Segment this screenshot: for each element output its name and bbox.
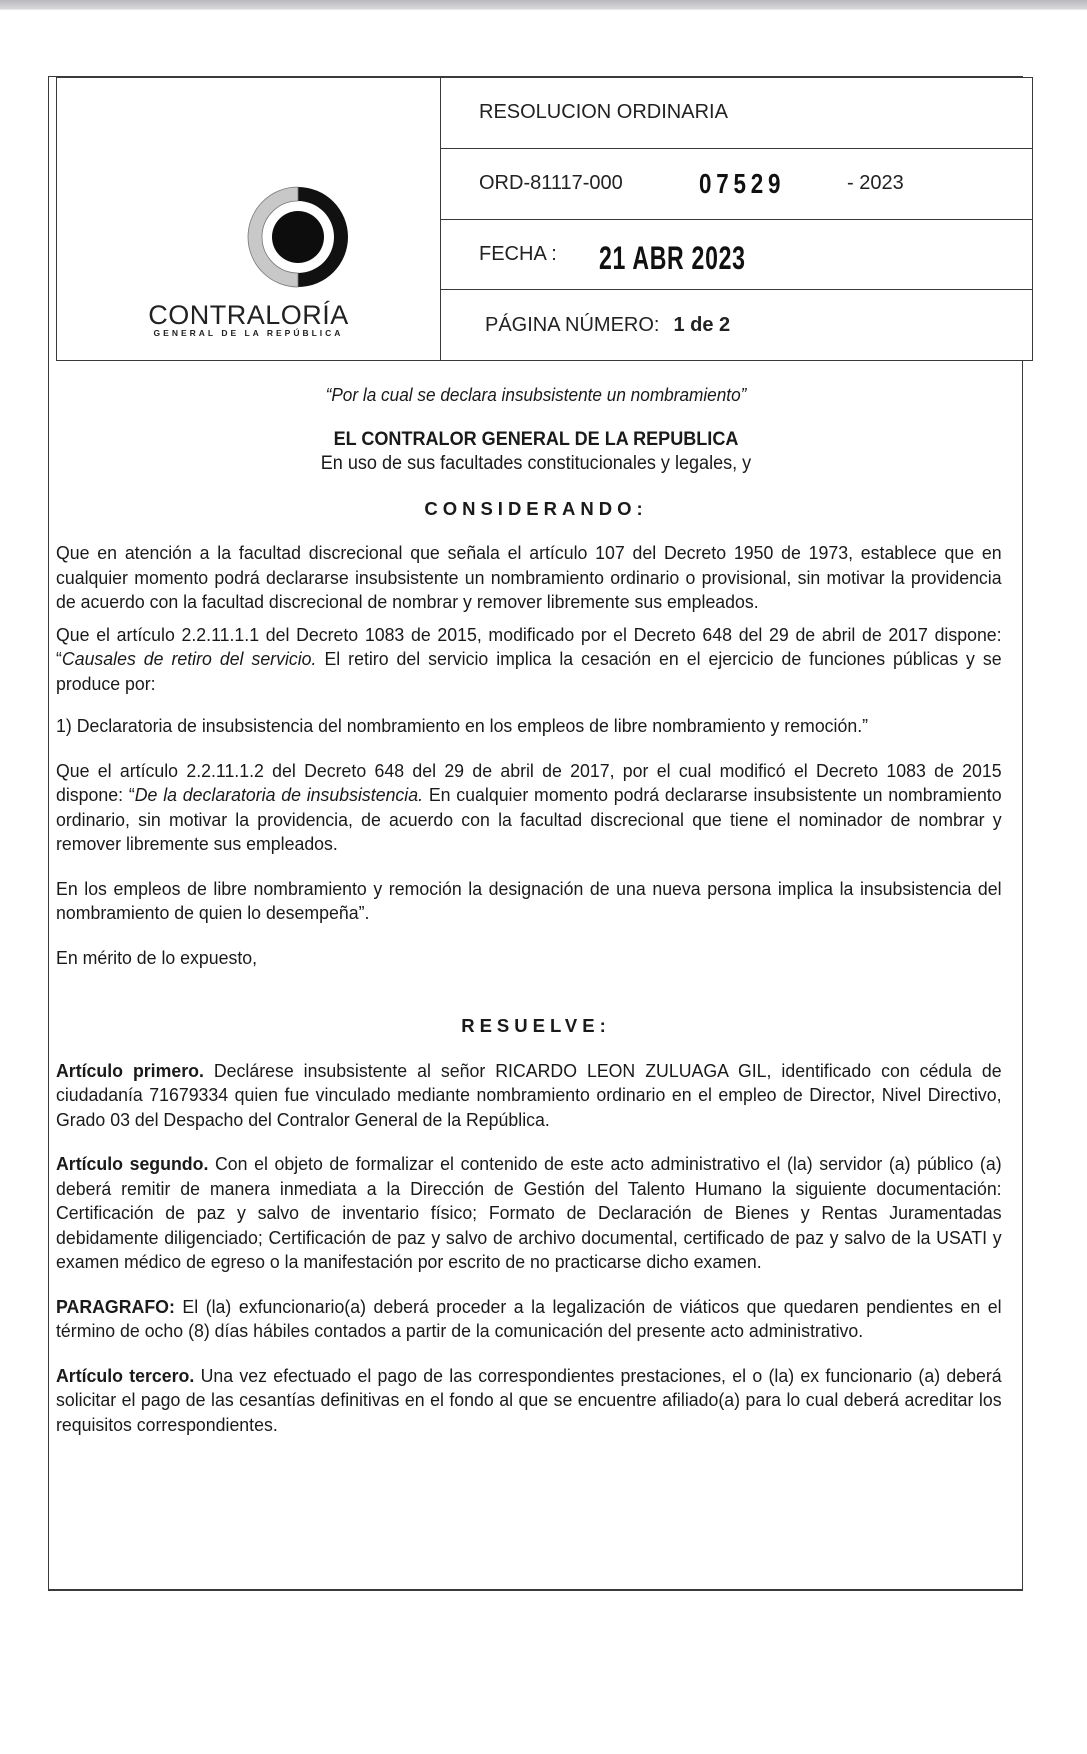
doc-number-row [441, 149, 1032, 220]
viewer-top-bar [0, 0, 1087, 10]
page-number-row [441, 290, 1032, 360]
considerando-paragraph-1: Que en atención a la facultad discrecional que señala el artículo 107 del Decreto 1950 de 1973, establece que en cualquier momento podrá declararse insubsistente un nombramiento ordinario o provisional, sin motivar la providencia de acuerdo con la facultad discrecional de nombrar y remover libremente sus empleados. [56, 543, 1002, 612]
authority-title: EL CONTRALOR GENERAL DE LA REPUBLICA [333, 428, 739, 450]
considerando-paragraph-6: En mérito de lo expuesto, [56, 947, 258, 968]
header-info [441, 78, 1032, 360]
date-stamp: 21 ABR 2023 [599, 239, 746, 276]
paragrafo-label: PARAGRAFO: [56, 1296, 175, 1317]
italic-text: De la declaratoria de insubsistencia. [134, 785, 424, 805]
doc-number-year: - 2023 [847, 172, 904, 195]
text: Que el artículo 2.2.11.1.1 del Decreto 1083 de 2015, modificado por el Decreto 648 del 29 de abril de 2017 dispone: “ [56, 624, 1002, 669]
text: El retiro del servicio implica la cesación en el ejercicio de funciones públicas y se produce por: [56, 649, 1002, 694]
document-body [56, 361, 1016, 1437]
article-label: Artículo segundo. [56, 1154, 209, 1174]
considerando-paragraph-5: En los empleos de libre nombramiento y remoción la designación de una nueva persona implica la insubsistencia del nombramiento de quien lo desempeña”. [56, 878, 1002, 923]
article-text: Con el objeto de formalizar el contenido de este acto administrativo el (la) servidor (a) público (a) deberá remitir de manera inmediata a la Dirección de Gestión del Talento Humano la siguiente documentación: Certificación de paz y salvo de inventario físico; Formato de Declaración de Bienes y Rentas Juramentadas debidamente diligenciado; Certificación de paz y salvo de archivo documental, certificado de paz y salvo de la USATI y examen médico de egreso o la manifestación por escrito de no practicarse dicho examen. [56, 1154, 1002, 1272]
page-number-label: PÁGINA NÚMERO: [485, 313, 660, 336]
considerando-paragraph-4 [56, 759, 1002, 857]
logo-name: CONTRALORÍA [148, 300, 349, 330]
text: Que el artículo 2.2.11.1.2 del Decreto 648 del 29 de abril de 2017, por el cual modificó el Decreto 1083 de 2015 dispone: “ [56, 760, 1002, 805]
doc-type: RESOLUCION ORDINARIA [479, 101, 728, 124]
article-1 [56, 1059, 1002, 1133]
doc-type-row [441, 78, 1032, 149]
paragrafo [56, 1295, 1002, 1344]
considerando-paragraph-2 [56, 623, 1002, 697]
considerando-heading: CONSIDERANDO: [424, 497, 648, 519]
document-header [56, 77, 1033, 361]
article-label: Artículo primero. [56, 1060, 204, 1081]
article-3 [56, 1364, 1002, 1438]
resolution-subject: “Por la cual se declara insubsistente un nombramiento” [325, 384, 747, 405]
contraloria-logo-icon [246, 185, 350, 289]
article-label: Artículo tercero. [56, 1365, 195, 1386]
doc-number-prefix: ORD-81117-000 [479, 172, 623, 195]
italic-text: Causales de retiro del servicio. [61, 649, 317, 669]
date-label: FECHA : [479, 242, 557, 265]
logo-subtitle: GENERAL DE LA REPÚBLICA [153, 328, 344, 338]
doc-number-stamp: 07529 [699, 167, 786, 199]
date-row [441, 220, 1032, 291]
paragrafo-text: El (la) exfuncionario(a) deberá proceder a la legalización de viáticos que quedaren pendientes en el término de ocho (8) días hábiles contados a partir de la comunicación del presente acto administrativo. [56, 1296, 1002, 1341]
article-2 [56, 1152, 1002, 1275]
considerando-paragraph-3: 1) Declaratoria de insubsistencia del nombramiento en los empleos de libre nombramiento y remoción.” [56, 716, 869, 736]
page-number-value: 1 de 2 [673, 313, 731, 336]
resuelve-heading: RESUELVE: [461, 1015, 611, 1036]
text: En cualquier momento podrá declararse insubsistente un nombramiento ordinario, sin motivar la providencia, de acuerdo con la facultad discrecional que tiene el nominador de nombrar y remover libremente sus empleados. [56, 785, 1002, 854]
authority-subtitle: En uso de sus facultades constitucionales y legales, y [320, 453, 752, 474]
article-text: Declárese insubsistente al señor RICARDO LEON ZULUAGA GIL, identificado con cédula de ciudadanía 71679334 quien fue vinculado mediante nombramiento ordinario en el empleo de Director, Nivel Directivo, Grado 03 del Despacho del Contralor General de la República. [56, 1060, 1002, 1130]
logo-cell [57, 78, 441, 360]
article-text: Una vez efectuado el pago de las correspondientes prestaciones, el o (la) ex funcionario (a) deberá solicitar el pago de las cesantías definitivas en el fondo al que se encuentre afiliado(a) para lo cual deberá acreditar los requisitos correspondientes. [56, 1365, 1002, 1435]
